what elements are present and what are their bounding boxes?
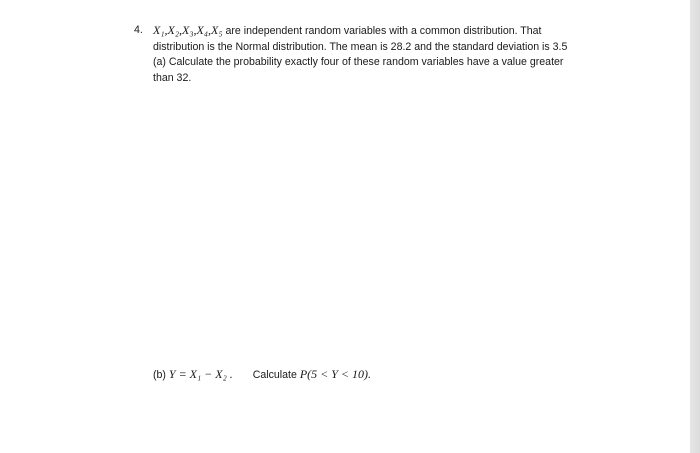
part-a-line-1: (a) Calculate the probability exactly four of these random variables have a value greater <box>153 56 564 68</box>
part-b-label: (b) <box>153 369 166 381</box>
part-b-definition: Y = X₁ − X₂ . <box>168 367 233 381</box>
question-number: 4. <box>134 24 143 36</box>
part-b-instruction: Calculate <box>252 369 297 381</box>
part-a-line-2: than 32. <box>153 71 192 84</box>
question-body <box>153 23 613 86</box>
part-b <box>153 367 371 384</box>
question-line-2: distribution is the Normal distribution. The mean is 28.2 and the standard deviation is 3.5 <box>153 40 568 53</box>
question-line-1 <box>153 23 613 40</box>
random-variables: X₁,X₂,X₃,X₄,X₅ <box>153 23 223 37</box>
part-b-expression: P(5 < Y < 10). <box>299 367 372 381</box>
question-line-1-text: are independent random variables with a common distribution. That <box>225 25 542 37</box>
page-edge <box>690 0 700 453</box>
